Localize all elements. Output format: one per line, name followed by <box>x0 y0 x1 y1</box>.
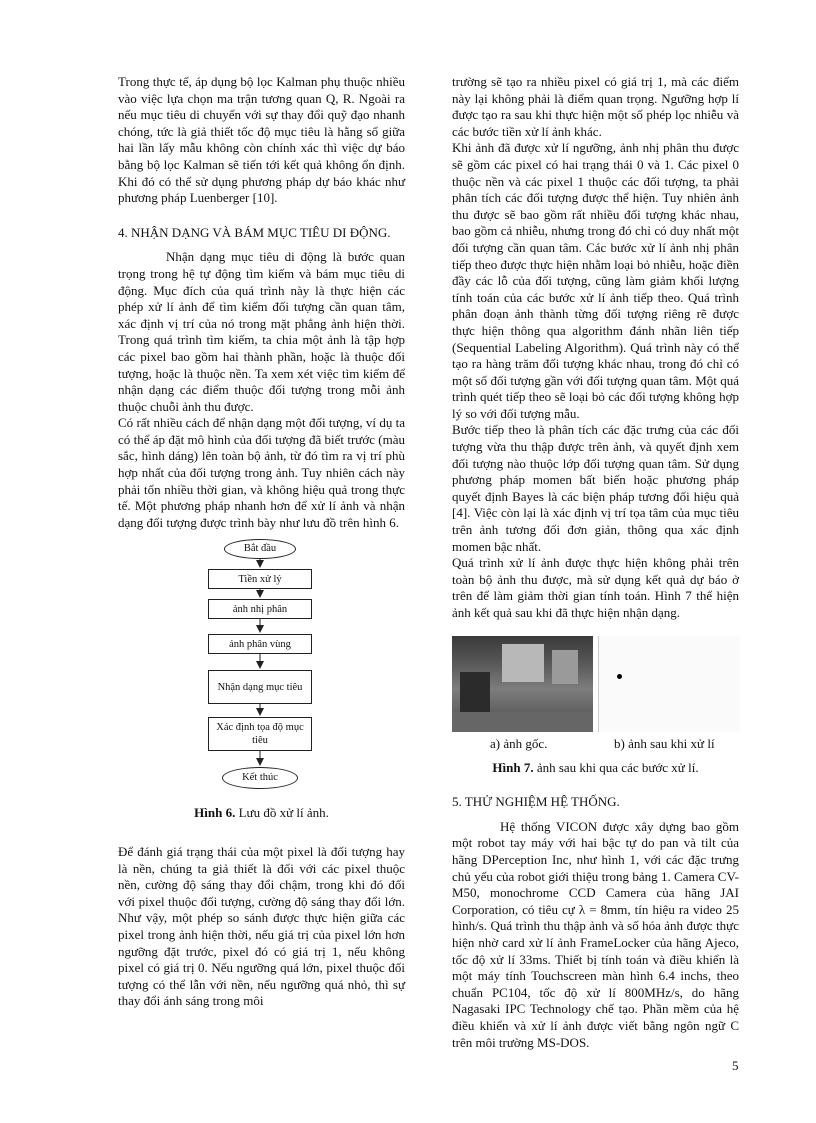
original-image <box>452 636 593 732</box>
right-column <box>452 74 739 1051</box>
figure-7-caption <box>452 760 739 777</box>
flow-step-recognize: Nhận dạng mục tiêu <box>208 670 312 704</box>
section-heading-4: 4. NHẬN DẠNG VÀ BÁM MỤC TIÊU DI ĐỘNG. <box>118 224 391 240</box>
paragraph-threshold: trường sẽ tạo ra nhiều pixel có giá trị 1, mà các điểm này lại không phải là điểm quan trọng. Ngưỡng hợp lí được tạo ra sau khi thực hiện một số phép lọc nhiễu và các bước tiền xử lí ảnh khác. <box>452 74 739 139</box>
processed-image <box>598 636 740 732</box>
flow-step-binary: ảnh nhị phân <box>208 599 312 619</box>
flow-start: Bắt đầu <box>224 539 296 559</box>
left-column <box>118 74 405 1010</box>
paragraph-pixel-state: Để đánh giá trạng thái của một pixel là đối tượng hay là nền, chúng ta giả thiết là đối với các pixel thuộc nền, cường độ sáng thay đổi chậm, trong khi đó đối với pixel thuộc đối tượng, cường độ sáng thay đổi lớn. Như vậy, một phép so sánh được thực hiện giữa các pixel trong ảnh hiện thời, nếu giá trị của pixel lớn hơn ngưỡng đặt trước, pixel đó có giá trị 1, nếu không pixel có giá trị 0. Nếu ngưỡng quá lớn, pixel thuộc đối tượng có thể lẫn với nền, nếu ngưỡng quá nhỏ, thì sự thay đổi ánh sáng trong môi <box>118 844 405 1009</box>
section-heading-5: 5. THỬ NGHIỆM HỆ THỐNG. <box>452 794 620 810</box>
paragraph-binary-image: Khi ảnh đã được xử lí ngưỡng, ảnh nhị phân thu được sẽ gồm các pixel có hai trạng thái 0 và 1. Các pixel 0 thuộc nền và các pixel 1 thuộc các đối tượng, ta phải phân tích các đối tượng được thể hiện. Tuy nhiên ảnh thu được sẽ bao gồm rất nhiều đối tượng khác nhau, bao gồm cả nhiễu, nhưng trong đó chỉ có duy nhất một đối tượng cần quan tâm. Các bước xử lí ảnh nhị phân tiếp theo được thực hiện nhằm loại bỏ nhiễu, hoặc điền đầy các lỗ của đối tượng, cũng làm giảm khối lượng tính toán của các bước xử lí ảnh tiếp theo. Quá trình phân đoạn ảnh thành từng đối tượng riêng rẽ được thực hiện thông qua algorithm đánh nhãn liên tiếp (Sequential Labeling Algorithm). Quá trình này có thể tạo ra hàng trăm đối tượng khác nhau, trong đó chỉ có một số đối tượng gần với đối tượng quan tâm. Một quá trình quét tiếp theo sẽ loại bỏ các đối tượng không hợp lý so với đối tượng mẫu. <box>452 140 739 421</box>
paragraph-kalman: Trong thực tế, áp dụng bộ lọc Kalman phụ thuộc nhiều vào việc lựa chọn ma trận tương quan Q, R. Ngoài ra nếu mục tiêu di chuyển với sự thay đổi quỹ đạo nhanh chóng, tức là giả thiết tốc độ mục tiêu là hằng số giữa hai lần lấy mẫu không còn chính xác thì việc dự báo bằng bộ lọc Kalman sẽ tiến tới kết quả không ổn định. Khi đó có thể sử dụng phương pháp dự báo khác như phương pháp Luenberger [10]. <box>118 74 405 206</box>
figure-6-label: Hình 6. <box>194 805 236 821</box>
figure-7-sublabels <box>452 736 739 754</box>
figure-6-caption <box>118 805 405 822</box>
flow-step-preprocess: Tiền xử lý <box>208 569 312 589</box>
paragraph-result: Quá trình xử lí ảnh được thực hiện không phải trên toàn bộ ảnh thu được, mà sử dụng kết quả dự báo ở trên để làm giảm thời gian tính toán. Hình 7 thể hiện ảnh kết quả sau khi đã thực hiện nhận dạng. <box>452 555 739 620</box>
paragraph-features: Bước tiếp theo là phân tích các đặc trưng của các đối tượng vừa thu thập được trên ảnh, và quyết định xem đối tượng nào thuộc lớp đối tượng quan tâm. Sử dụng phương pháp momen bất biến hoặc phương pháp quyết định Bayes là các biện pháp tương đối hiệu quả [4]. Việc còn lại là xác định vị trí tọa tâm của mục tiêu trên ảnh tương đối đơn giản, thông qua xác định momen bậc nhất. <box>452 422 739 554</box>
figure-6-text: Lưu đồ xử lí ảnh. <box>238 805 329 821</box>
figure-7b-label: b) ảnh sau khi xử lí <box>614 735 715 751</box>
flowchart-figure-6 <box>118 539 405 799</box>
paragraph-recognition-intro: Nhận dạng mục tiêu di động là bước quan trọng trong hệ tự động tìm kiếm và bám mục tiêu di động. Mục đích của quá trình này là thực hiện các phép xử lí ảnh để tìm kiếm đối tượng cần quan tâm, xác định vị trí của nó trong mặt phẳng ảnh hiện thời. Trong quá trình tìm kiếm, ta chia một ảnh là tập hợp các pixel bao gồm hai thành phần, hoặc là thuộc đối tượng, hoặc là thuộc nền. Ta xem xét việc tìm kiếm để nhận dạng các điểm thuộc đối tượng trong mỗi ảnh thuộc chuỗi ảnh thu được. <box>118 249 405 414</box>
figure-7-text: ảnh sau khi qua các bước xử lí. <box>536 759 699 775</box>
figure-7a-label: a) ảnh gốc. <box>490 735 548 751</box>
flow-step-coordinates: Xác định tọa độ mục tiêu <box>208 717 312 751</box>
figure-7-images <box>452 636 739 732</box>
paragraph-recognition-methods: Có rất nhiều cách để nhận dạng một đối tượng, ví dụ ta có thể áp đặt mô hình của đối tượng đã biết trước (màu sắc, hình dáng) lên toàn bộ ảnh, từ đó tìm ra vị trí phù hợp nhất của đối tượng trong ảnh. Tuy nhiên cách này phải tốn nhiều thời gian, và không hiệu quả trong thực tế. Một phương pháp nhanh hơn để xử lí ảnh và nhận dạng đối tượng được trình bày như lưu đồ trên hình 6. <box>118 415 405 530</box>
figure-7-label: Hình 7. <box>492 759 534 775</box>
page-number: 5 <box>732 1058 739 1073</box>
flow-step-segment: ảnh phân vùng <box>208 634 312 654</box>
flow-end: Kết thúc <box>222 767 298 789</box>
target-dot <box>617 674 622 679</box>
paragraph-system-test: Hệ thống VICON được xây dựng bao gồm một robot tay máy với hai bậc tự do pan và tilt của hãng DPerception Inc, như hình 1, với các đặc trưng chủ yếu của robot giới thiệu trong bảng 1. Camera CV-M50, monochrome CCD Camera của hãng JAI Corporation, có tiêu cự λ = 8mm, tín hiệu ra video 25 hình/s. Quá trình thu thập ảnh và số hóa ảnh được thực hiện nhờ card xử lí ảnh FrameLocker của hãng Ajeco, tốc độ xử lí 33ms. Thiết bị tính toán và điều khiển là một máy tính Touchscreen màn hình 6.4 inchs, theo chuẩn PC104, tốc độ xử lí 800MHz/s, do hãng Nagasaki IPC Technology chế tạo. Phần mềm của hệ điều khiển và xử lí ảnh được viết bằng ngôn ngữ C trên môi trường MS-DOS. <box>452 818 739 1050</box>
